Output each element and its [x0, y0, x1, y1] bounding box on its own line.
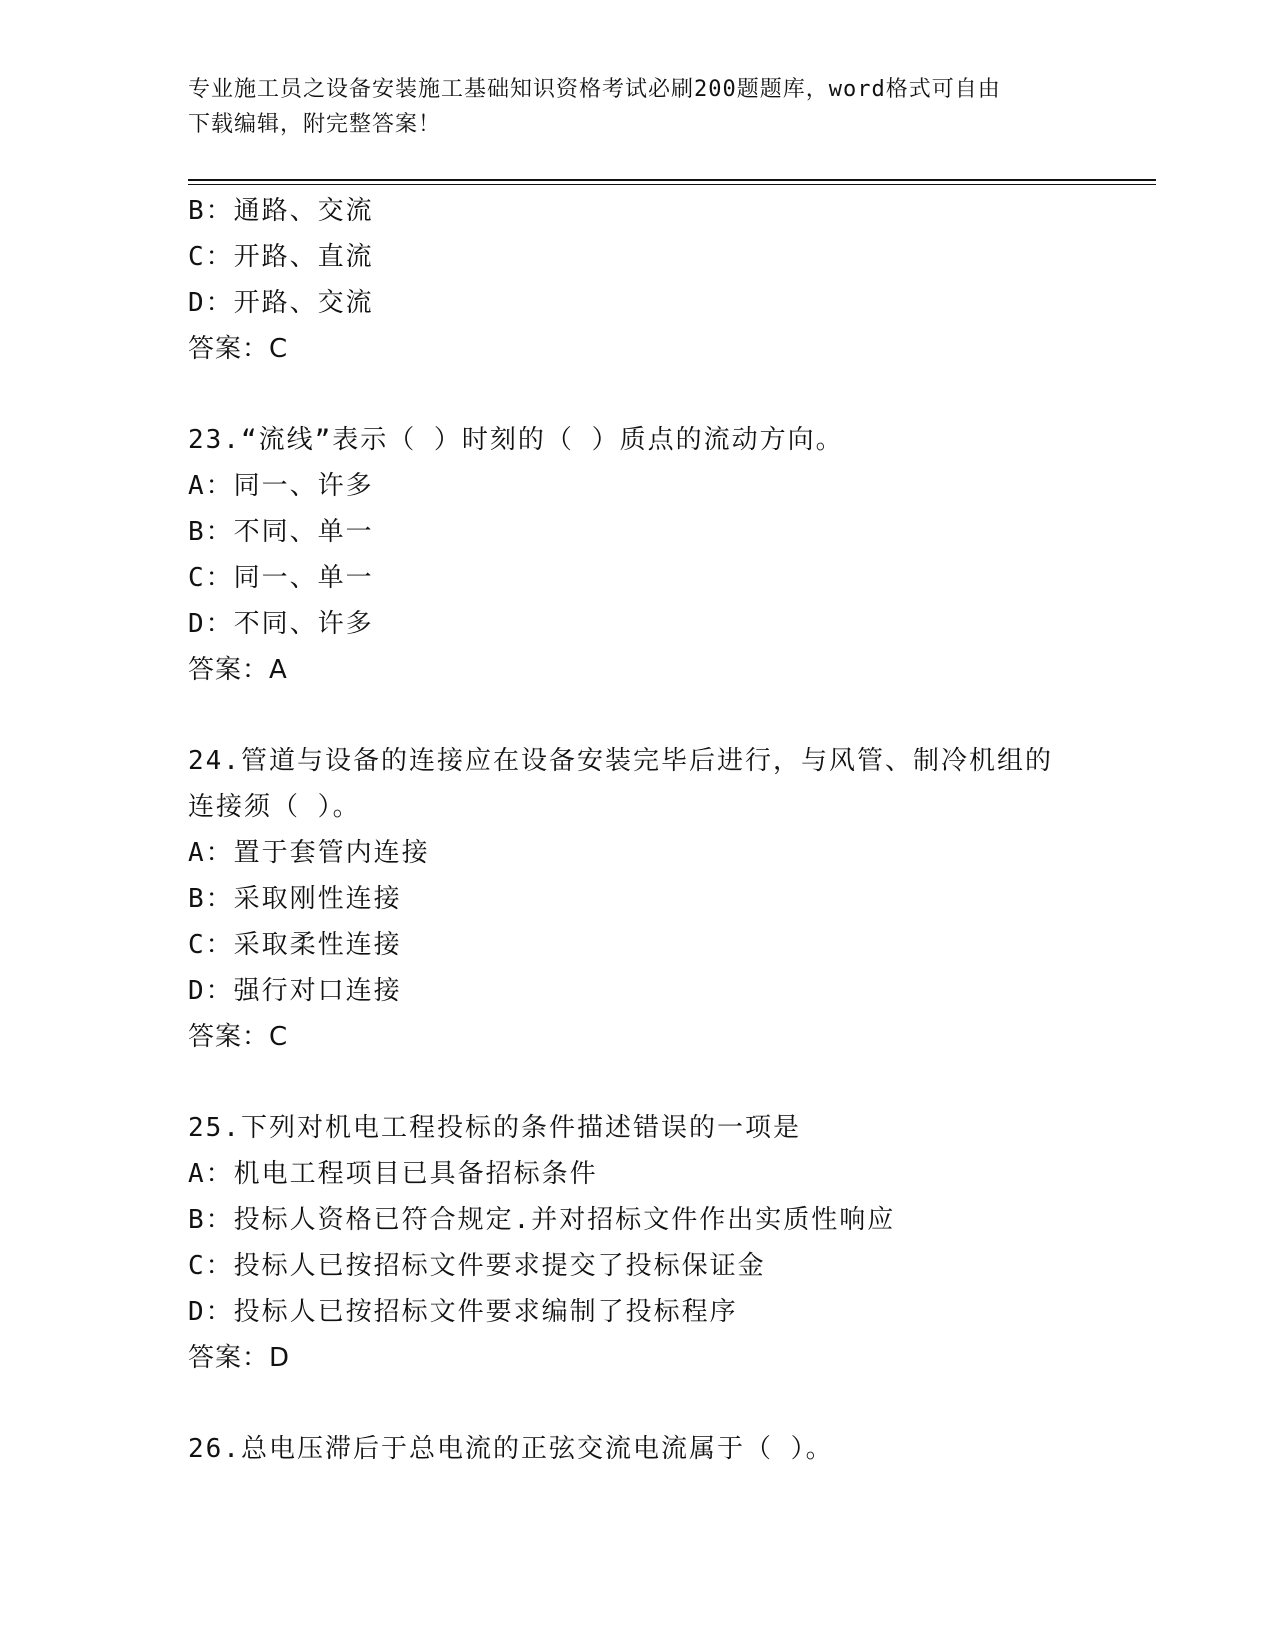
header-title-line-1: 专业施工员之设备安装施工基础知识资格考试必刷200题题库，word格式可自由: [188, 77, 1001, 102]
question-26: [188, 1426, 1148, 1472]
question-stem-line-2: 连接须（ ）。: [188, 792, 361, 822]
spacer: [188, 1381, 1148, 1426]
question-stem: 26.总电压滞后于总电流的正弦交流电流属于（ ）。: [188, 1434, 834, 1464]
question-stem-line-1: 24.管道与设备的连接应在设备安装完毕后进行，与风管、制冷机组的: [188, 746, 1053, 776]
option-c: C：投标人已按招标文件要求提交了投标保证金: [188, 1251, 766, 1281]
question-stem: 23.“流线”表示（ ）时刻的（ ）质点的流动方向。: [188, 425, 844, 455]
header-divider-thick: [188, 179, 1156, 181]
option-b: B：通路、交流: [188, 196, 374, 226]
option-b: B：投标人资格已符合规定.并对招标文件作出实质性响应: [188, 1205, 896, 1235]
option-d: D：投标人已按招标文件要求编制了投标程序: [188, 1297, 738, 1327]
question-22: [188, 188, 1148, 372]
answer-line: 答案：A: [188, 655, 288, 685]
question-24: [188, 738, 1148, 1060]
question-25: [188, 1105, 1148, 1381]
option-b: B：采取刚性连接: [188, 884, 402, 914]
option-c: C：开路、直流: [188, 242, 374, 272]
answer-line: 答案：D: [188, 1343, 291, 1373]
header-divider-thin: [188, 184, 1156, 185]
question-list: [188, 188, 1148, 1472]
option-d: D：开路、交流: [188, 288, 374, 318]
spacer: [188, 372, 1148, 417]
option-d: D：强行对口连接: [188, 976, 402, 1006]
document-header: [188, 72, 1088, 142]
question-stem: 25.下列对机电工程投标的条件描述错误的一项是: [188, 1113, 801, 1143]
option-b: B：不同、单一: [188, 517, 374, 547]
spacer: [188, 1060, 1148, 1105]
answer-line: 答案：C: [188, 334, 289, 364]
option-d: D：不同、许多: [188, 609, 374, 639]
header-title-line-2: 下载编辑，附完整答案！: [188, 112, 442, 137]
answer-line: 答案：C: [188, 1022, 289, 1052]
spacer: [188, 693, 1148, 738]
question-23: [188, 417, 1148, 693]
option-a: A：同一、许多: [188, 471, 374, 501]
option-c: C：采取柔性连接: [188, 930, 402, 960]
option-a: A：置于套管内连接: [188, 838, 430, 868]
option-a: A：机电工程项目已具备招标条件: [188, 1159, 598, 1189]
option-c: C：同一、单一: [188, 563, 374, 593]
